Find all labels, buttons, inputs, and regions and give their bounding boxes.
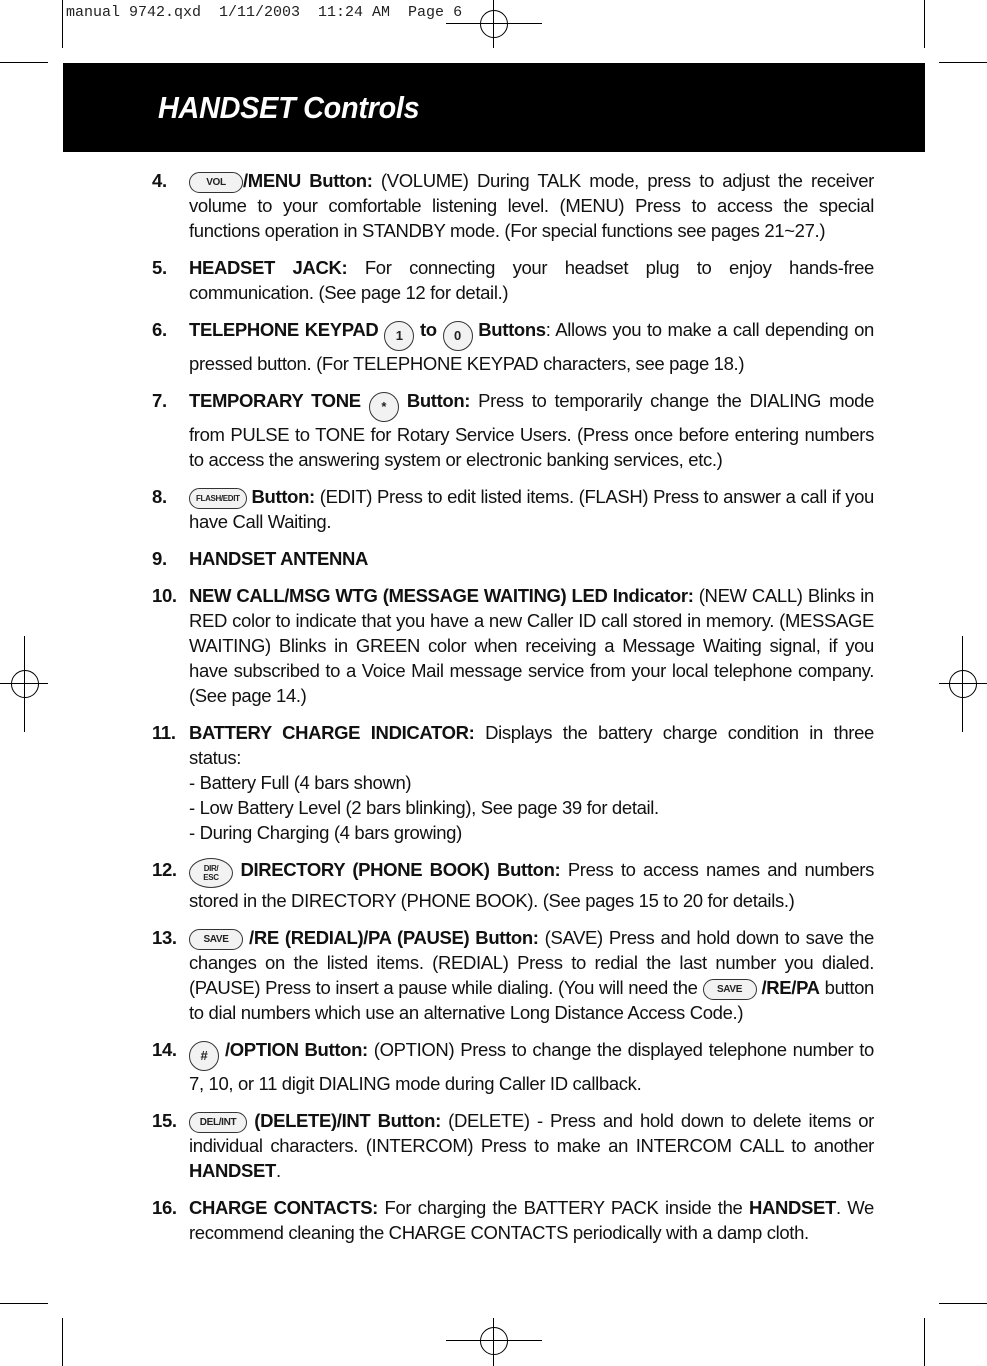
item-label: /OPTION Button: [224, 1039, 368, 1060]
item-number: 15. [152, 1110, 177, 1131]
item-number: 12. [152, 859, 177, 880]
sub-item: - Low Battery Level (2 bars blinking), See page 39 for detail. [189, 797, 659, 818]
del-int-key-icon: DEL/INT [189, 1112, 247, 1133]
item-text: (VOLUME) During TALK mode, press to adjust the receiver volume to your comfortable listening level. (MENU) Press to access the special functions operation in STANDBY mode. (For special functions see pages 21~27.) [189, 170, 874, 241]
list-item [152, 317, 874, 376]
item-label: TEMPORARY TONE [189, 390, 361, 411]
star-key-icon: * [369, 392, 399, 422]
crop-mark [62, 0, 63, 48]
registration-mark [480, 1327, 508, 1355]
item-label: DIRECTORY (PHONE BOOK) Button: [240, 859, 561, 880]
list-item [152, 857, 874, 913]
registration-mark [949, 670, 977, 698]
item-label: (DELETE)/INT Button: [254, 1110, 441, 1131]
save-key-icon: SAVE [189, 929, 243, 950]
item-text: (OPTION) Press to change the displayed telephone number to 7, 10, or 11 digit DIALING mode during Caller ID callback. [189, 1039, 874, 1094]
item-label: HANDSET [748, 1197, 836, 1218]
item-label: TELEPHONE KEYPAD [189, 319, 379, 340]
item-number: 16. [152, 1197, 177, 1218]
item-label: HANDSET [189, 1160, 276, 1181]
crop-mark [62, 1318, 63, 1366]
list-item [152, 720, 874, 845]
item-text: (EDIT) Press to edit listed items. (FLASH) Press to answer a call if you have Call Waiting. [189, 486, 874, 532]
list-item [152, 255, 874, 305]
flash-edit-key-icon: FLASH/EDIT [189, 488, 247, 509]
item-number: 7. [152, 390, 167, 411]
list-item [152, 546, 874, 571]
list-item [152, 1108, 874, 1183]
item-label: BATTERY CHARGE INDICATOR: [189, 722, 475, 743]
list-item [152, 484, 874, 534]
crop-mark [924, 0, 925, 48]
print-slug: manual 9742.qxd 1/11/2003 11:24 AM Page 6 [66, 4, 463, 21]
item-label: /RE/PA [761, 977, 820, 998]
item-label: NEW CALL/MSG WTG (MESSAGE WAITING) LED Indicator: [189, 585, 694, 606]
item-number: 10. [152, 585, 177, 606]
item-text: . [275, 1160, 281, 1181]
item-number: 6. [152, 319, 167, 340]
item-number: 9. [152, 548, 167, 569]
item-label: HEADSET JACK: [189, 257, 348, 278]
crop-mark [0, 1303, 48, 1304]
controls-list [152, 168, 874, 1257]
item-text: : Allows you to make a call depending on pressed button. (For TELEPHONE KEYPAD characters, see page 18.) [189, 319, 874, 374]
crop-mark [924, 1318, 925, 1366]
dir-esc-key-icon [189, 858, 233, 888]
key-1-icon: 1 [384, 321, 414, 351]
key-text: ESC [203, 873, 219, 882]
item-text: For connecting your headset plug to enjoy hands-free communication. (See page 12 for detail.) [189, 257, 874, 303]
crop-mark [0, 62, 48, 63]
item-label: Button: [406, 390, 471, 411]
crop-mark [939, 62, 987, 63]
item-label: HANDSET ANTENNA [189, 548, 369, 569]
list-item [152, 388, 874, 472]
item-text: For charging the BATTERY PACK inside the [378, 1197, 749, 1218]
item-label: Buttons [478, 319, 546, 340]
item-text: Press to temporarily change the DIALING mode from PULSE to TONE for Rotary Service Users. (Press once before entering numbers to access the answering system or electronic banking services, etc.) [189, 390, 875, 470]
header-banner [63, 63, 925, 152]
item-number: 4. [152, 170, 167, 191]
list-item [152, 1037, 874, 1096]
item-number: 13. [152, 927, 177, 948]
key-text: DIR/ [203, 864, 219, 873]
item-text: . We recommend cleaning the CHARGE CONTACTS periodically with a damp cloth. [189, 1197, 874, 1243]
crop-mark [939, 1303, 987, 1304]
item-number: 5. [152, 257, 167, 278]
item-text: (SAVE) Press and hold down to save the changes on the listed items. (REDIAL) Press to redial the last number you dialed. (PAUSE) Press to insert a pause while dialing. (You will need the [189, 927, 874, 998]
key-0-icon: 0 [443, 321, 473, 351]
vol-key-icon: VOL [189, 172, 243, 193]
item-label: /RE (REDIAL)/PA (PAUSE) Button: [249, 927, 539, 948]
list-item [152, 583, 874, 708]
item-label: Button: [251, 486, 315, 507]
list-item [152, 925, 874, 1025]
page-title: HANDSET Controls [158, 90, 420, 125]
item-label: /MENU Button: [243, 170, 373, 191]
registration-mark [11, 670, 39, 698]
sub-item: - During Charging (4 bars growing) [189, 822, 462, 843]
list-item [152, 168, 874, 243]
item-text: Displays the battery charge condition in three status: [189, 722, 875, 768]
item-number: 14. [152, 1039, 177, 1060]
item-text: Press to access names and numbers stored in the DIRECTORY (PHONE BOOK). (See pages 15 to 20 for details.) [189, 859, 874, 911]
item-label: to [419, 319, 437, 340]
hash-key-icon: # [189, 1041, 219, 1071]
sub-item: - Battery Full (4 bars shown) [189, 772, 412, 793]
save-key-icon: SAVE [703, 979, 757, 1000]
item-number: 11. [152, 722, 176, 743]
item-label: CHARGE CONTACTS: [189, 1197, 378, 1218]
item-text: (DELETE) - Press and hold down to delete items or individual characters. (INTERCOM) Press to make an INTERCOM CALL to another [189, 1110, 874, 1156]
registration-mark [480, 10, 508, 38]
item-text: (NEW CALL) Blinks in RED color to indicate that you have a new Caller ID call stored in memory. (MESSAGE WAITING) Blinks in GREEN color when receiving a Message Waiting signal, if you have subscribed to a Voice Mail message service from your local telephone company. (See page 14.) [189, 585, 875, 706]
item-number: 8. [152, 486, 167, 507]
list-item [152, 1195, 874, 1245]
item-text: button to dial numbers which use an alternative Long Distance Access Code.) [189, 977, 874, 1023]
